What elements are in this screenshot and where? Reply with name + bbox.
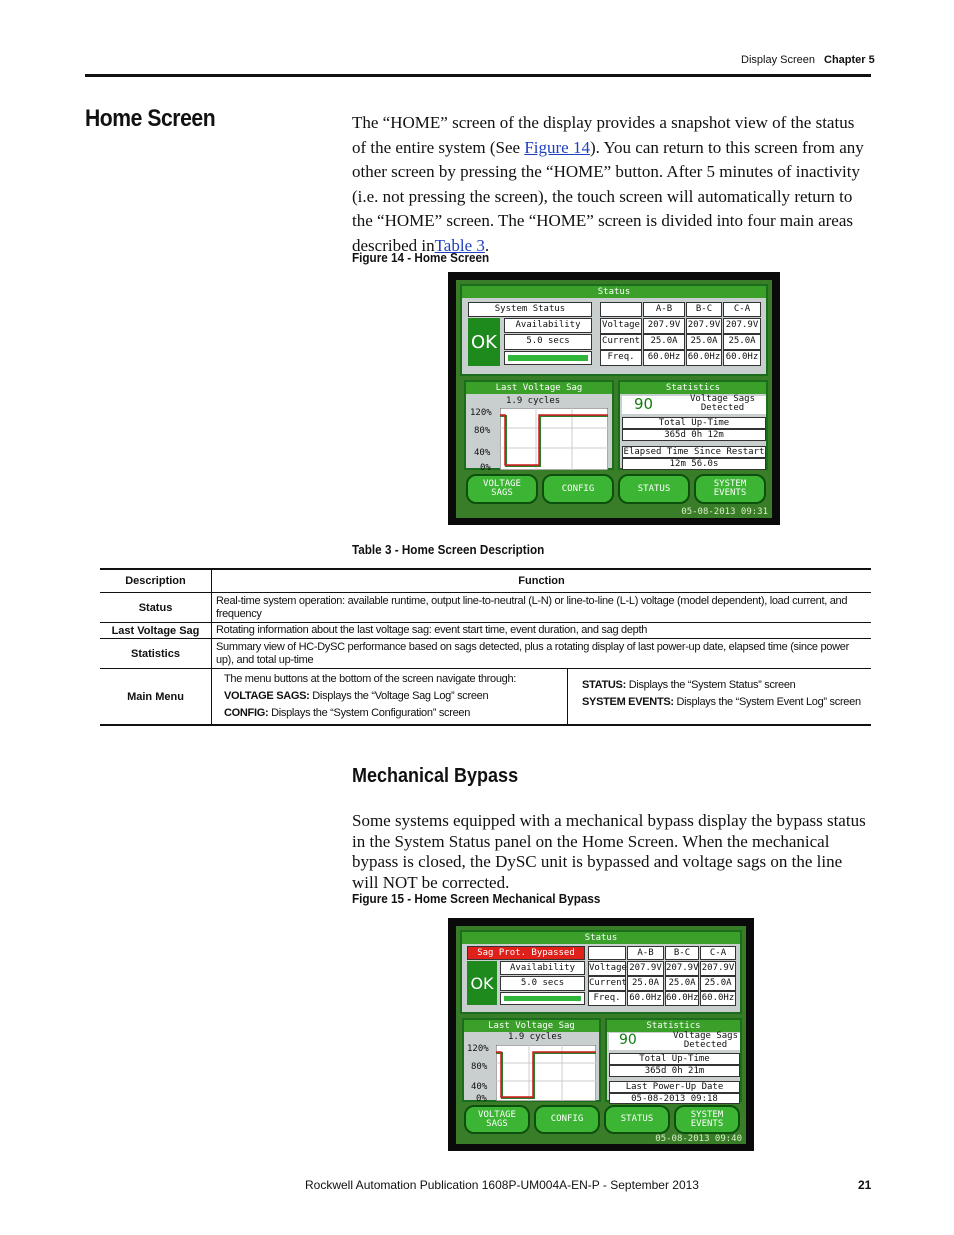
datetime: 05-08-2013 09:31 xyxy=(681,507,768,517)
system-status-label: System Status xyxy=(468,302,592,317)
last-voltage-sag-panel xyxy=(464,380,614,473)
availability-value: 5.0 secs xyxy=(504,334,592,350)
bypass-status-label: Sag Prot. Bypassed xyxy=(467,946,585,960)
col-header: A-B xyxy=(643,302,685,317)
table-header-row xyxy=(100,569,871,593)
statistics-panel-title: Statistics xyxy=(607,1020,740,1032)
y-tick: 40% xyxy=(474,448,491,458)
y-tick: 80% xyxy=(471,1062,488,1072)
statistics-panel-title: Statistics xyxy=(620,382,766,394)
row-label: Freq. xyxy=(600,350,642,366)
last-voltage-sag-panel xyxy=(462,1018,601,1102)
grid-cell: 60.0Hz xyxy=(686,350,722,366)
availability-bar-fill xyxy=(504,996,581,1001)
grid-cell: 207.9V xyxy=(723,318,761,334)
availability-label: Availability xyxy=(500,961,585,975)
status-panel xyxy=(460,284,768,376)
availability-bar-frame xyxy=(500,992,585,1005)
table-row xyxy=(100,593,871,623)
elapsed-label: Elapsed Time Since Restart xyxy=(623,447,765,457)
menu-item-status: STATUS: Displays the “System Status” screen xyxy=(582,679,796,691)
grid-cell: 207.9V xyxy=(686,318,722,334)
para-text-3: . xyxy=(484,235,490,255)
header-rule xyxy=(85,74,871,77)
grid-cell: 25.0A xyxy=(723,334,761,350)
voltage-sags-button[interactable]: VOLTAGE SAGS xyxy=(464,1105,530,1134)
row-desc: Main Menu xyxy=(100,669,212,726)
row-label: Current xyxy=(588,976,626,991)
grid-cell: 25.0A xyxy=(627,976,664,991)
header-function: Function xyxy=(212,569,872,593)
status-button[interactable]: STATUS xyxy=(618,474,690,504)
grid-cell: 25.0A xyxy=(700,976,736,991)
elapsed-value: 12m 56.0s xyxy=(622,458,766,470)
grid-cell: 25.0A xyxy=(665,976,699,991)
datetime: 05-08-2013 09:40 xyxy=(655,1134,742,1144)
table-3-caption: Table 3 - Home Screen Description xyxy=(352,542,545,557)
home-screen-description-table xyxy=(100,568,871,726)
table-row xyxy=(100,623,871,639)
section-title-home-screen: Home Screen xyxy=(85,105,216,132)
y-tick: 0% xyxy=(480,463,491,473)
grid-cell: 60.0Hz xyxy=(665,991,699,1006)
table-row xyxy=(100,639,871,669)
grid-cell: 60.0Hz xyxy=(643,350,685,366)
para-text-1: The “HOME” screen of the display provides a snapshot view of the status of the entire system (See xyxy=(352,113,855,157)
statistics-panel xyxy=(605,1018,742,1102)
mechanical-bypass-paragraph: Some systems equipped with a mechanical bypass display the bypass status in the System Status panel on the Home Screen. When the mechanical bypass is closed, the DySC unit is bypassed and voltage sags on the line will NOT be corrected. xyxy=(352,811,866,892)
config-button[interactable]: CONFIG xyxy=(534,1105,600,1134)
y-tick: 40% xyxy=(471,1082,488,1092)
uptime-label: Total Up-Time xyxy=(622,417,766,429)
row-func: Summary view of HC-DySC performance based on sags detected, plus a rotating display of last power-up date, elapsed time (since power up), and total up-time xyxy=(212,639,872,669)
status-panel-title: Status xyxy=(462,286,766,298)
row-label: Voltage xyxy=(588,961,626,976)
row-func: Rotating information about the last voltage sag: event start time, event duration, and sag depth xyxy=(212,623,872,639)
y-tick: 0% xyxy=(476,1094,487,1104)
para-text-2: ). You can return to this screen from any other screen by pressing the “HOME” button. After 5 minutes of inactivity (i.e. not pressing the screen), the touch screen will automatically return to the “HOME” screen. The “HOME” screen is divided into four main areas described in xyxy=(352,137,864,255)
menu-item-voltage-sags: VOLTAGE SAGS: Displays the “Voltage Sag Log” screen xyxy=(224,690,489,702)
sag-duration: 1.9 cycles xyxy=(508,1032,563,1042)
grid-cell: 60.0Hz xyxy=(700,991,736,1006)
uptime-value: 365d 0h 12m xyxy=(622,429,766,441)
sags-count: 90 xyxy=(634,395,654,413)
sag-waveform-plot xyxy=(500,408,608,470)
availability-bar-fill xyxy=(508,355,588,361)
col-header: A-B xyxy=(627,946,664,960)
row-label: Voltage xyxy=(600,318,642,334)
menu-item-system-events: SYSTEM EVENTS: Displays the “System Event Log” screen xyxy=(582,696,861,708)
col-header: B-C xyxy=(665,946,699,960)
row-label: Current xyxy=(600,334,642,350)
y-tick: 120% xyxy=(470,408,492,418)
config-button[interactable]: CONFIG xyxy=(542,474,614,504)
availability-bar-frame xyxy=(504,351,592,365)
grid-cell: 207.9V xyxy=(665,961,699,976)
grid-cell: 207.9V xyxy=(627,961,664,976)
footer-publication: Rockwell Automation Publication 1608P-UM004A-EN-P - September 2013 xyxy=(305,1178,699,1192)
y-tick: 80% xyxy=(474,426,491,436)
grid-cell: 207.9V xyxy=(700,961,736,976)
status-panel-title: Status xyxy=(462,932,740,944)
row-desc: Status xyxy=(100,593,212,623)
page-number: 21 xyxy=(858,1178,872,1192)
table-3-link[interactable]: Table 3 xyxy=(434,235,485,255)
availability-value: 5.0 secs xyxy=(500,976,585,991)
ok-indicator: OK xyxy=(468,318,500,366)
grid-cell: 60.0Hz xyxy=(627,991,664,1006)
figure-14-link[interactable]: Figure 14 xyxy=(524,137,590,157)
section-title-mechanical-bypass: Mechanical Bypass xyxy=(352,765,519,787)
home-screen-paragraph xyxy=(352,111,872,259)
voltage-sags-button[interactable]: VOLTAGE SAGS xyxy=(466,474,538,504)
table-row xyxy=(100,669,871,726)
power-up-value: 05-08-2013 09:18 xyxy=(609,1093,740,1104)
header-description: Description xyxy=(100,569,212,593)
col-header: B-C xyxy=(686,302,722,317)
figure-14-caption: Figure 14 - Home Screen xyxy=(352,250,490,265)
sags-label: Voltage Sags Detected xyxy=(690,394,756,413)
row-desc: Statistics xyxy=(100,639,212,669)
status-panel xyxy=(460,930,742,1014)
ok-indicator: OK xyxy=(467,961,497,1005)
col-header: C-A xyxy=(700,946,736,960)
sags-count: 90 xyxy=(619,1032,637,1048)
power-up-label: Last Power-Up Date xyxy=(609,1081,740,1093)
uptime-label: Total Up-Time xyxy=(609,1053,740,1065)
grid-cell: 25.0A xyxy=(686,334,722,350)
row-label: Freq. xyxy=(588,991,626,1006)
header-chapter: Chapter 5 xyxy=(824,54,875,66)
sag-waveform-plot xyxy=(496,1045,596,1101)
figure-15-screen xyxy=(448,918,754,1151)
grid-cell: 60.0Hz xyxy=(723,350,761,366)
row-desc: Last Voltage Sag xyxy=(100,623,212,639)
row-func: Real-time system operation: available runtime, output line-to-neutral (L-N) or line-to-line (L-L) voltage (model dependent), load current, and frequency xyxy=(212,593,872,623)
sag-duration: 1.9 cycles xyxy=(506,396,561,406)
sag-panel-title: Last Voltage Sag xyxy=(464,1020,599,1032)
menu-item-config: CONFIG: Displays the “System Configuration” screen xyxy=(224,707,471,719)
system-events-button[interactable]: SYSTEM EVENTS xyxy=(694,474,766,504)
sags-label: Voltage Sags Detected xyxy=(673,1031,739,1050)
figure-14-screen xyxy=(448,272,780,525)
system-events-button[interactable]: SYSTEM EVENTS xyxy=(674,1105,740,1134)
statistics-panel xyxy=(618,380,768,470)
grid-cell: 207.9V xyxy=(643,318,685,334)
main-menu-func xyxy=(212,669,872,726)
status-button[interactable]: STATUS xyxy=(604,1105,670,1134)
grid-corner xyxy=(588,946,626,960)
uptime-value: 365d 0h 21m xyxy=(609,1065,740,1077)
grid-cell: 25.0A xyxy=(643,334,685,350)
col-header: C-A xyxy=(723,302,761,317)
availability-label: Availability xyxy=(504,318,592,333)
header-section: Display Screen xyxy=(741,54,815,66)
figure-15-caption: Figure 15 - Home Screen Mechanical Bypass xyxy=(352,891,601,906)
sag-panel-title: Last Voltage Sag xyxy=(466,382,612,394)
grid-corner xyxy=(600,302,642,317)
main-menu-intro: The menu buttons at the bottom of the screen navigate through: xyxy=(224,673,517,685)
y-tick: 120% xyxy=(467,1044,489,1054)
